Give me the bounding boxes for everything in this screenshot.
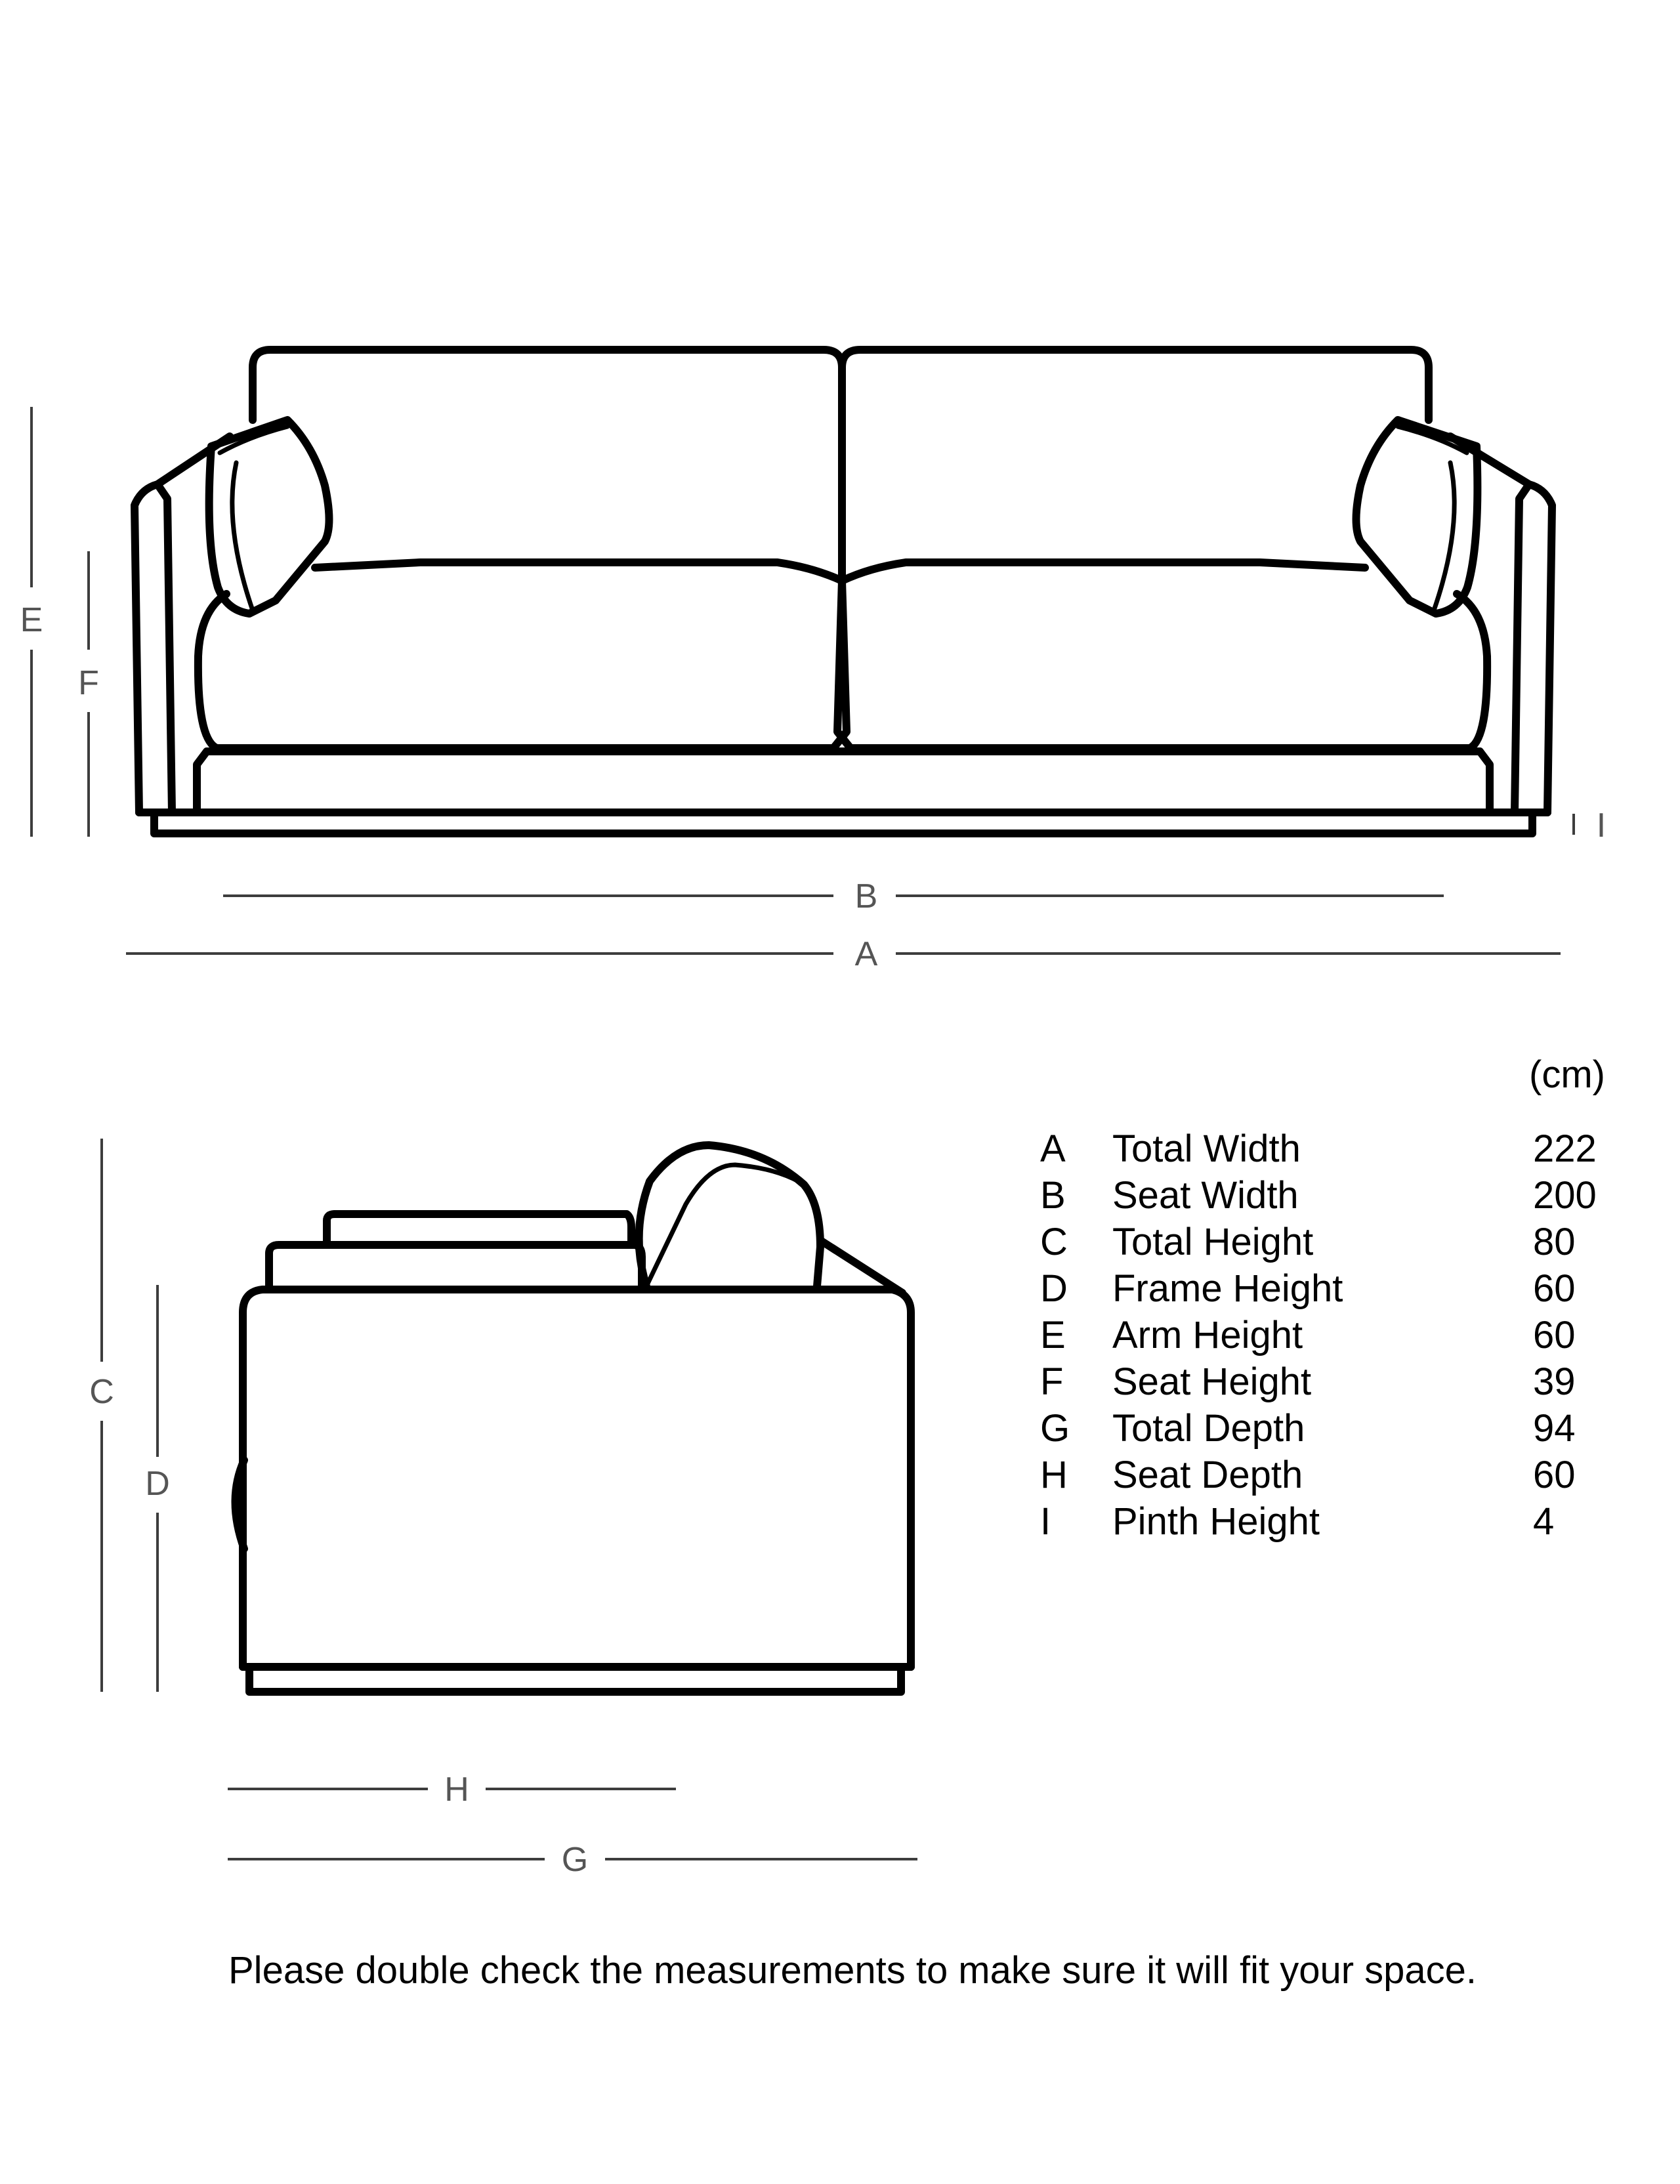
front-arm-right — [1450, 436, 1552, 812]
front-back-cushion-right — [842, 350, 1429, 581]
row-value-total-height: 80 — [1533, 1221, 1576, 1263]
fit-check-note: Please double check the measurements to make sure it will fit your space. — [228, 1949, 1477, 1992]
row-value-total-width: 222 — [1533, 1127, 1597, 1170]
dim-label-i: I — [1596, 807, 1606, 845]
row-letter-g: G — [1040, 1407, 1070, 1450]
sofa-front-view — [135, 350, 1552, 833]
row-name-arm-height: Arm Height — [1112, 1314, 1303, 1356]
sofa-side-view — [236, 1145, 912, 1692]
row-value-frame-height: 60 — [1533, 1267, 1576, 1310]
table-unit: (cm) — [1529, 1053, 1605, 1096]
front-seat-base — [197, 751, 1490, 812]
row-letter-e: E — [1040, 1314, 1066, 1356]
row-name-seat-depth: Seat Depth — [1112, 1454, 1303, 1496]
row-letter-f: F — [1040, 1360, 1064, 1403]
row-name-seat-height: Seat Height — [1112, 1360, 1312, 1403]
row-name-total-width: Total Width — [1112, 1127, 1301, 1170]
dim-label-a: A — [854, 935, 878, 973]
row-letter-d: D — [1040, 1267, 1068, 1310]
side-seat-cushion-upper — [327, 1214, 631, 1245]
front-back-cushion-left — [253, 350, 842, 581]
dim-label-h: H — [444, 1771, 469, 1809]
dim-label-g: G — [561, 1841, 589, 1879]
side-back-cushion-seam — [646, 1165, 804, 1286]
dim-label-d: D — [145, 1465, 170, 1503]
dim-label-c: C — [89, 1373, 114, 1411]
row-name-seat-width: Seat Width — [1112, 1174, 1299, 1217]
row-letter-b: B — [1040, 1174, 1066, 1217]
row-value-total-depth: 94 — [1533, 1407, 1576, 1450]
row-letter-i: I — [1040, 1500, 1051, 1543]
row-value-seat-height: 39 — [1533, 1360, 1576, 1403]
side-dimension-lines — [89, 1139, 917, 1879]
row-letter-a: A — [1040, 1127, 1066, 1170]
side-body — [243, 1290, 911, 1667]
front-arm-left — [135, 436, 230, 812]
side-seat-cushion-lower — [269, 1245, 642, 1290]
row-letter-h: H — [1040, 1454, 1068, 1496]
row-name-frame-height: Frame Height — [1112, 1267, 1343, 1310]
measurement-table — [1040, 1053, 1605, 1543]
row-name-total-height: Total Height — [1112, 1221, 1314, 1263]
row-value-arm-height: 60 — [1533, 1314, 1576, 1356]
front-seat-cushion-left — [198, 562, 847, 748]
dim-label-f: F — [78, 664, 99, 702]
row-name-total-depth: Total Depth — [1112, 1407, 1305, 1450]
row-letter-c: C — [1040, 1221, 1068, 1263]
row-value-seat-width: 200 — [1533, 1174, 1597, 1217]
front-seat-cushion-right — [837, 562, 1487, 748]
row-name-pinth-height: Pinth Height — [1112, 1500, 1320, 1543]
row-value-pinth-height: 4 — [1533, 1500, 1555, 1543]
scatter-cushion-right-seam — [1398, 427, 1467, 610]
dim-label-b: B — [854, 877, 878, 915]
scatter-cushion-left-seam — [220, 427, 287, 610]
row-value-seat-depth: 60 — [1533, 1454, 1576, 1496]
side-arm-top — [820, 1240, 902, 1293]
dim-label-e: E — [20, 601, 43, 639]
front-dimension-lines — [20, 407, 1606, 973]
